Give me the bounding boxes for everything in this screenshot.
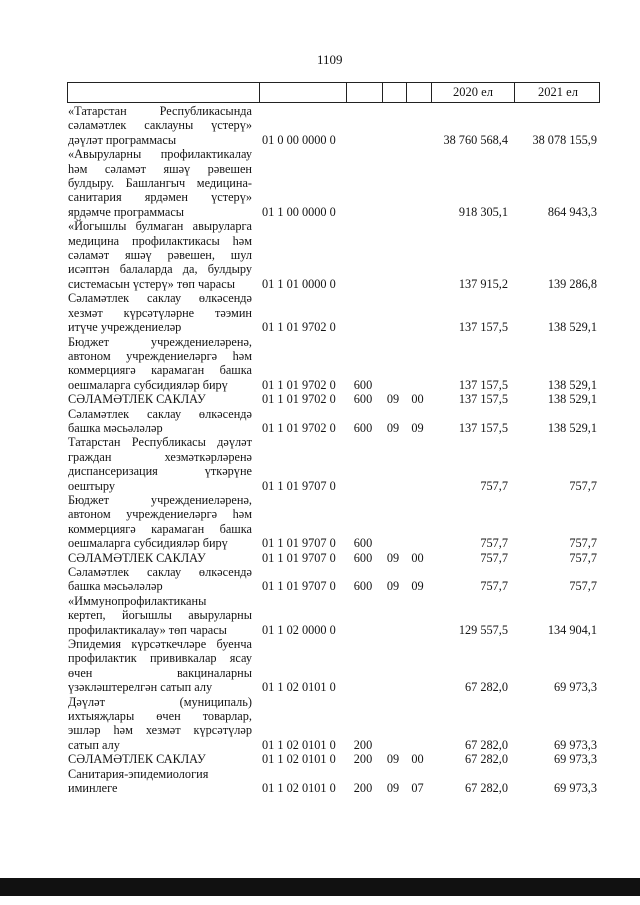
row-subsection: 07 bbox=[411, 781, 424, 796]
row-value-2020: 137 915,2 bbox=[458, 276, 508, 291]
row-expense-type: 600 bbox=[353, 420, 373, 435]
row-value-2021: 757,7 bbox=[569, 550, 597, 565]
row-value-2021: 757,7 bbox=[569, 579, 597, 594]
row-name bbox=[67, 695, 258, 753]
row-name-line: итүче учреждениеләр bbox=[68, 320, 182, 335]
row-name-line: Татарстан Республикасы дәүләт bbox=[68, 435, 252, 450]
row-value-2021: 69 973,3 bbox=[553, 680, 597, 695]
row-value-2021: 864 943,3 bbox=[547, 204, 597, 219]
row-name-line: автоном учреждениеләргә һәм bbox=[68, 507, 252, 522]
row-name-line: Эпидемия күрсәткечләре буенча bbox=[68, 637, 252, 652]
table-row bbox=[67, 104, 600, 147]
row-section bbox=[381, 536, 405, 550]
row-value-2020: 757,7 bbox=[480, 478, 508, 493]
row-code: 01 0 00 0000 0 bbox=[262, 132, 336, 147]
row-value-2020: 129 557,5 bbox=[458, 622, 508, 637]
row-name-line: эшләр һәм хезмәт күрсәтүләр bbox=[68, 723, 252, 738]
row-section bbox=[381, 205, 405, 219]
row-expense-type bbox=[345, 277, 381, 291]
table-row bbox=[67, 147, 600, 219]
row-name-line: үзәкләштерелгән сатып алу bbox=[68, 680, 213, 695]
row-expense-type bbox=[345, 320, 381, 334]
row-value-2020: 757,7 bbox=[480, 579, 508, 594]
row-expense-type bbox=[345, 205, 381, 219]
row-name-line: сатып алу bbox=[68, 737, 120, 752]
row-value-2020: 67 282,0 bbox=[464, 781, 508, 796]
row-section bbox=[381, 479, 405, 493]
row-name-line: СӘЛАМӘТЛЕК САКЛАУ bbox=[68, 550, 206, 565]
row-value-2021: 134 904,1 bbox=[547, 622, 597, 637]
row-subsection: 00 bbox=[411, 752, 424, 767]
row-code: 01 1 02 0101 0 bbox=[262, 781, 336, 796]
scan-edge-bar bbox=[0, 878, 640, 896]
row-value-2021: 757,7 bbox=[569, 536, 597, 551]
row-subsection bbox=[405, 536, 430, 550]
table-row bbox=[67, 407, 600, 436]
row-name bbox=[67, 335, 258, 393]
row-expense-type: 600 bbox=[353, 392, 373, 407]
row-expense-type bbox=[345, 623, 381, 637]
table-row bbox=[67, 637, 600, 695]
table-row bbox=[67, 219, 600, 291]
row-expense-type bbox=[345, 479, 381, 493]
row-name bbox=[67, 407, 258, 436]
row-section: 09 bbox=[386, 550, 400, 565]
header-cell-2020: 2020 ел bbox=[431, 83, 514, 102]
row-value-2021: 138 529,1 bbox=[547, 320, 597, 335]
row-subsection bbox=[405, 133, 430, 147]
row-expense-type: 600 bbox=[353, 579, 373, 594]
table-row bbox=[67, 392, 600, 406]
row-name-line: автоном учреждениеләргә һәм bbox=[68, 348, 252, 363]
row-name-line: СӘЛАМӘТЛЕК САКЛАУ bbox=[68, 392, 206, 407]
row-subsection: 09 bbox=[411, 579, 424, 594]
row-name-line: коммерциягә карамаган башка bbox=[68, 521, 252, 536]
row-name-line: «Татарстан Республикасында bbox=[68, 104, 252, 118]
row-name-line: оешмаларга субсидияләр бирү bbox=[68, 536, 228, 551]
row-name bbox=[67, 594, 258, 637]
row-name-line: профилактикалау» төп чарасы bbox=[68, 622, 227, 637]
row-code: 01 1 01 9707 0 bbox=[262, 550, 336, 565]
row-name-line: хезмәт күрсәтүләрне тәэмин bbox=[68, 305, 252, 320]
row-name bbox=[67, 551, 258, 565]
row-name-line: Сәламәтлек саклау өлкәсендә bbox=[68, 565, 252, 579]
header-cell-name bbox=[68, 83, 259, 102]
row-code: 01 1 01 9702 0 bbox=[262, 377, 336, 392]
row-subsection bbox=[405, 378, 430, 392]
row-subsection bbox=[405, 738, 430, 752]
row-section bbox=[381, 738, 405, 752]
row-name bbox=[67, 637, 258, 695]
row-name bbox=[67, 752, 258, 766]
header-cell-2021: 2021 ел bbox=[514, 83, 601, 102]
row-name bbox=[67, 104, 258, 147]
page-number: 1109 bbox=[317, 52, 343, 67]
row-expense-type: 200 bbox=[353, 737, 373, 752]
row-code: 01 1 01 9702 0 bbox=[262, 392, 336, 407]
row-name-line: диспансеризация үткәрүне bbox=[68, 464, 252, 479]
row-name-line: коммерциягә карамаган башка bbox=[68, 363, 252, 378]
row-name bbox=[67, 435, 258, 493]
row-section: 09 bbox=[386, 392, 400, 407]
row-subsection bbox=[405, 623, 430, 637]
row-section bbox=[381, 277, 405, 291]
row-value-2021: 138 529,1 bbox=[547, 420, 597, 435]
row-name bbox=[67, 147, 258, 219]
row-name-line: граждан хезмәткәрләренә bbox=[68, 449, 252, 464]
row-section bbox=[381, 133, 405, 147]
row-subsection bbox=[405, 277, 430, 291]
header-cell-pr bbox=[406, 83, 431, 102]
budget-table bbox=[67, 82, 600, 796]
table-row bbox=[67, 291, 600, 334]
row-subsection bbox=[405, 479, 430, 493]
row-value-2021: 138 529,1 bbox=[547, 377, 597, 392]
table-row bbox=[67, 752, 600, 766]
row-value-2021: 139 286,8 bbox=[547, 276, 597, 291]
row-name bbox=[67, 767, 258, 796]
table-row bbox=[67, 493, 600, 551]
row-name-line: профилактик прививкалар ясау bbox=[68, 651, 252, 666]
row-value-2020: 918 305,1 bbox=[458, 204, 508, 219]
row-name-line: өчен вакциналарны bbox=[68, 665, 252, 680]
row-code: 01 1 00 0000 0 bbox=[262, 204, 336, 219]
row-expense-type: 600 bbox=[353, 377, 373, 392]
row-value-2020: 137 157,5 bbox=[458, 392, 508, 407]
row-name bbox=[67, 392, 258, 406]
row-value-2021: 138 529,1 bbox=[547, 392, 597, 407]
row-subsection bbox=[405, 680, 430, 694]
row-name-line: Бюджет учреждениеләренә, bbox=[68, 492, 252, 507]
row-code: 01 1 02 0101 0 bbox=[262, 752, 336, 767]
row-name-line: Бюджет учреждениеләренә, bbox=[68, 334, 252, 349]
row-code: 01 1 01 9702 0 bbox=[262, 420, 336, 435]
row-value-2020: 137 157,5 bbox=[458, 377, 508, 392]
row-value-2020: 137 157,5 bbox=[458, 320, 508, 335]
row-name-line: һәм сәламәт яшәү рәвешен bbox=[68, 161, 252, 176]
row-name-line: башка мәсьәләләр bbox=[68, 579, 163, 594]
row-name-line: Дәүләт (муниципаль) bbox=[68, 694, 252, 709]
row-name-line: «Авыруларны профилактикалау bbox=[68, 147, 252, 162]
row-expense-type: 200 bbox=[353, 781, 373, 796]
row-value-2020: 757,7 bbox=[480, 550, 508, 565]
row-name-line: системасын үстерү» төп чарасы bbox=[68, 276, 235, 291]
row-name bbox=[67, 219, 258, 291]
row-expense-type bbox=[345, 680, 381, 694]
row-code: 01 1 02 0000 0 bbox=[262, 622, 336, 637]
row-value-2020: 757,7 bbox=[480, 536, 508, 551]
row-code: 01 1 01 9702 0 bbox=[262, 320, 336, 335]
row-expense-type: 600 bbox=[353, 536, 373, 551]
table-body bbox=[67, 104, 600, 796]
row-expense-type: 600 bbox=[353, 550, 373, 565]
table-row bbox=[67, 435, 600, 493]
row-name-line: сәламәт яшәү рәвешен, шул bbox=[68, 248, 252, 263]
row-name-line: Сәламәтлек саклау өлкәсендә bbox=[68, 406, 252, 421]
row-name bbox=[67, 291, 258, 334]
table-row bbox=[67, 551, 600, 565]
row-code: 01 1 01 9707 0 bbox=[262, 478, 336, 493]
row-name-line: ярдәмче программасы bbox=[68, 204, 185, 219]
row-name-line: башка мәсьәләләр bbox=[68, 420, 163, 435]
row-subsection: 00 bbox=[411, 392, 424, 407]
row-name-line: санитария ярдәмен үстерү» bbox=[68, 190, 252, 205]
row-value-2020: 67 282,0 bbox=[464, 737, 508, 752]
row-section bbox=[381, 623, 405, 637]
row-section: 09 bbox=[386, 752, 400, 767]
header-cell-rz bbox=[382, 83, 406, 102]
row-section: 09 bbox=[386, 781, 400, 796]
row-subsection bbox=[405, 320, 430, 334]
table-row bbox=[67, 594, 600, 637]
row-name-line: кертеп, йогышлы авыруларны bbox=[68, 608, 252, 623]
row-code: 01 1 02 0101 0 bbox=[262, 680, 336, 695]
row-subsection: 00 bbox=[411, 550, 424, 565]
header-cell-code bbox=[259, 83, 346, 102]
row-subsection bbox=[405, 205, 430, 219]
row-value-2020: 137 157,5 bbox=[458, 420, 508, 435]
row-value-2020: 67 282,0 bbox=[464, 752, 508, 767]
row-name-line: «Иммунопрофилактиканы bbox=[68, 593, 207, 608]
table-row bbox=[67, 695, 600, 753]
row-expense-type: 200 bbox=[353, 752, 373, 767]
row-name-line: сәламәтлек саклауны үстерү» bbox=[68, 118, 252, 133]
row-value-2021: 38 078 155,9 bbox=[532, 132, 597, 147]
row-name-line: медицина профилактикасы һәм bbox=[68, 233, 252, 248]
row-code: 01 1 01 9707 0 bbox=[262, 536, 336, 551]
row-name-line: ихтыяҗлары өчен товарлар, bbox=[68, 709, 252, 724]
row-code: 01 1 01 9707 0 bbox=[262, 579, 336, 594]
row-name-line: булдыру. Башлангыч медицина- bbox=[68, 176, 252, 191]
row-code: 01 1 01 0000 0 bbox=[262, 276, 336, 291]
row-section: 09 bbox=[386, 420, 400, 435]
row-section bbox=[381, 378, 405, 392]
row-code: 01 1 02 0101 0 bbox=[262, 737, 336, 752]
row-name-line: СӘЛАМӘТЛЕК САКЛАУ bbox=[68, 752, 206, 767]
row-name-line: оешмаларга субсидияләр бирү bbox=[68, 377, 228, 392]
row-value-2021: 69 973,3 bbox=[553, 781, 597, 796]
row-name-line: дәүләт программасы bbox=[68, 132, 177, 147]
row-name-line: Санитария-эпидемиология bbox=[68, 766, 209, 781]
row-section: 09 bbox=[386, 579, 400, 594]
header-cell-vr bbox=[346, 83, 382, 102]
table-header-row bbox=[67, 82, 600, 103]
row-section bbox=[381, 320, 405, 334]
row-section bbox=[381, 680, 405, 694]
table-row bbox=[67, 767, 600, 796]
row-name-line: исәптән балаларда да, булдыру bbox=[68, 262, 252, 277]
row-value-2020: 67 282,0 bbox=[464, 680, 508, 695]
table-row bbox=[67, 335, 600, 393]
table-row bbox=[67, 565, 600, 594]
row-expense-type bbox=[345, 133, 381, 147]
row-name-line: оештыру bbox=[68, 478, 115, 493]
row-value-2021: 69 973,3 bbox=[553, 752, 597, 767]
row-name-line: Сәламәтлек саклау өлкәсендә bbox=[68, 291, 252, 306]
row-value-2021: 69 973,3 bbox=[553, 737, 597, 752]
row-name bbox=[67, 565, 258, 594]
row-value-2020: 38 760 568,4 bbox=[443, 132, 508, 147]
row-name-line: иминлеге bbox=[68, 781, 118, 796]
row-name bbox=[67, 493, 258, 551]
row-value-2021: 757,7 bbox=[569, 478, 597, 493]
row-subsection: 09 bbox=[411, 420, 424, 435]
row-name-line: «Йогышлы булмаган авыруларга bbox=[68, 219, 252, 234]
